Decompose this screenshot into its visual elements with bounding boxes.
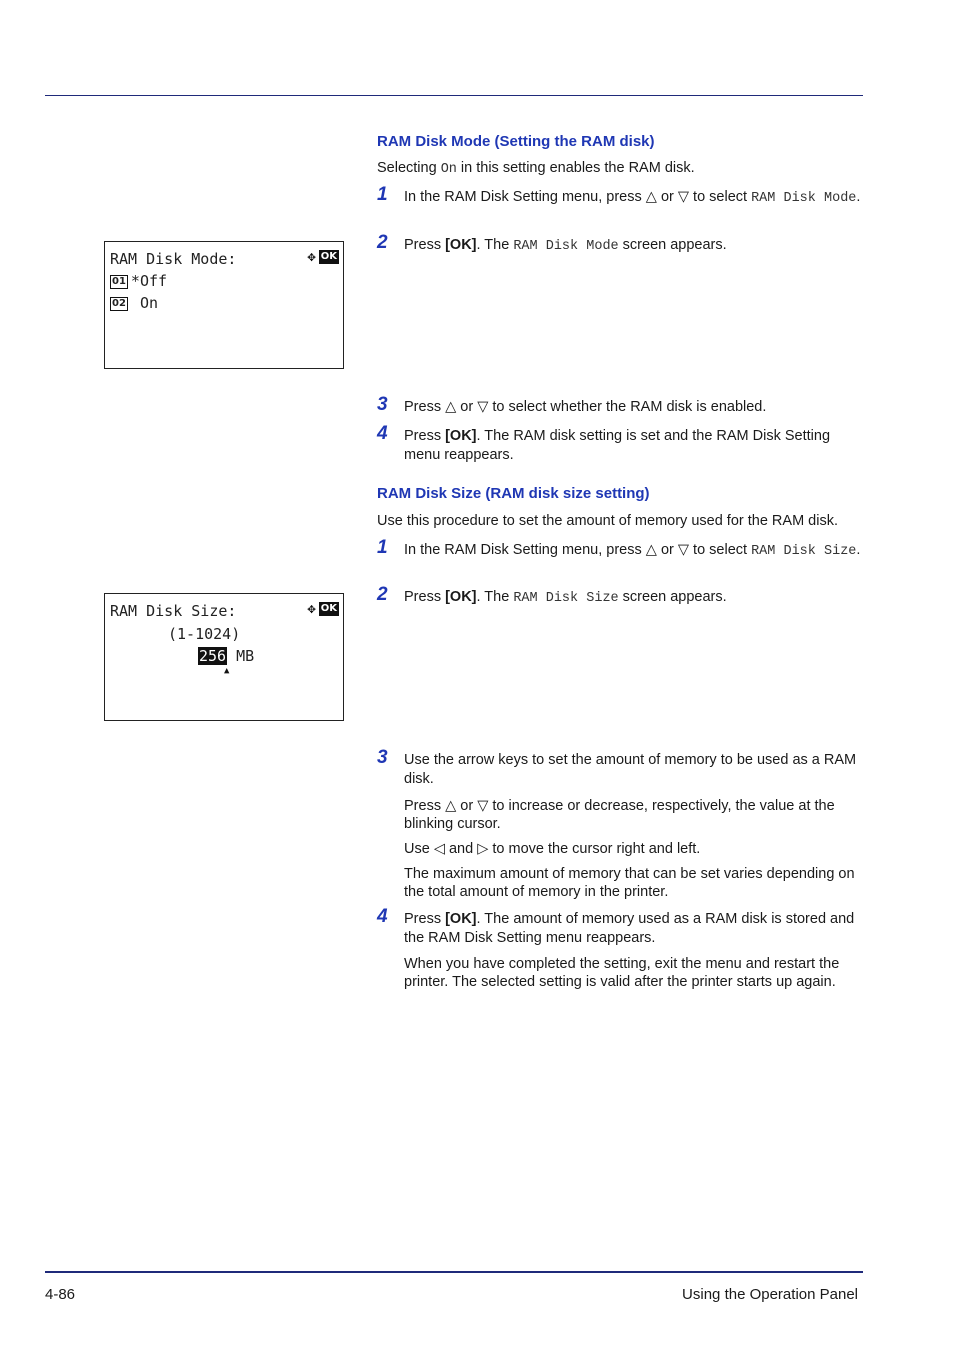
- step-text: Press △ or ▽ to select whether the RAM disk is enabled.: [404, 399, 767, 415]
- step-text: Use the arrow keys to set the amount of memory to be used as a RAM disk.: [404, 752, 857, 787]
- cross-arrows-icon: ✥: [307, 601, 316, 617]
- lcd-icons: [307, 602, 339, 616]
- lcd-range: (1-1024): [168, 625, 241, 643]
- step-text: Press [OK]. The amount of memory used as a RAM disk is stored and the RAM Disk Setting menu reappears.: [404, 911, 855, 946]
- ok-icon: OK: [320, 251, 337, 262]
- step-number: 4: [377, 423, 388, 444]
- step-text: In the RAM Disk Setting menu, press △ or ▽ to select RAM Disk Size.: [404, 542, 861, 559]
- lcd-title: RAM Disk Size:: [110, 602, 237, 620]
- step-number: 1: [377, 184, 388, 205]
- cursor-caret-icon: ▲: [224, 666, 230, 676]
- step-text: Press [OK]. The RAM disk setting is set and the RAM Disk Setting menu reappears.: [404, 428, 831, 463]
- section-intro: Use this procedure to set the amount of memory used for the RAM disk.: [377, 513, 838, 529]
- page-number: 4-86: [45, 1286, 76, 1303]
- lcd-option-on: 02 On: [112, 294, 159, 312]
- lcd-unit: MB: [227, 647, 255, 665]
- section-heading-ram-disk-mode: RAM Disk Mode (Setting the RAM disk): [377, 133, 655, 150]
- step-3-note: The maximum amount of memory that can be set varies depending on the total amount of memory in the printer.: [404, 866, 855, 900]
- lcd-value: 256: [199, 647, 227, 665]
- lcd-ram-disk-mode: [104, 241, 344, 369]
- option-number-icon: 01: [112, 276, 126, 287]
- intro-text: Selecting: [377, 160, 441, 176]
- step-text: Press [OK]. The RAM Disk Mode screen appears.: [404, 237, 727, 254]
- section-intro: [377, 159, 867, 179]
- lcd-icons: [307, 250, 339, 264]
- lcd-title: RAM Disk Mode:: [110, 250, 237, 268]
- step-3-note: Press △ or ▽ to increase or decrease, respectively, the value at the blinking cursor.: [404, 798, 835, 832]
- step-number: 3: [377, 394, 388, 415]
- step-text: In the RAM Disk Setting menu, press △ or ▽ to select RAM Disk Mode.: [404, 189, 861, 206]
- step-text: Press [OK]. The RAM Disk Size screen appears.: [404, 589, 727, 606]
- step-number: 1: [377, 537, 388, 558]
- lcd-ram-disk-size: [104, 593, 344, 721]
- step-number: 3: [377, 747, 388, 768]
- section-heading-ram-disk-size: RAM Disk Size (RAM disk size setting): [377, 485, 650, 502]
- lcd-value-row: [198, 647, 254, 665]
- step-4-note: When you have completed the setting, exit the menu and restart the printer. The selected setting is valid after the printer starts up again.: [404, 956, 840, 990]
- chapter-title: Using the Operation Panel: [682, 1286, 858, 1303]
- step-number: 2: [377, 232, 388, 253]
- option-number-icon: 02: [112, 298, 126, 309]
- top-rule: [45, 95, 863, 96]
- step-3-note: Use ◁ and ▷ to move the cursor right and left.: [404, 841, 701, 857]
- intro-code: On: [440, 162, 457, 177]
- lcd-option-off: 01 *Off: [112, 272, 168, 290]
- bottom-rule: [45, 1271, 863, 1273]
- ok-icon: OK: [320, 603, 337, 614]
- intro-text: in this setting enables the RAM disk.: [456, 160, 695, 176]
- step-number: 4: [377, 906, 388, 927]
- step-number: 2: [377, 584, 388, 605]
- cross-arrows-icon: ✥: [307, 249, 316, 265]
